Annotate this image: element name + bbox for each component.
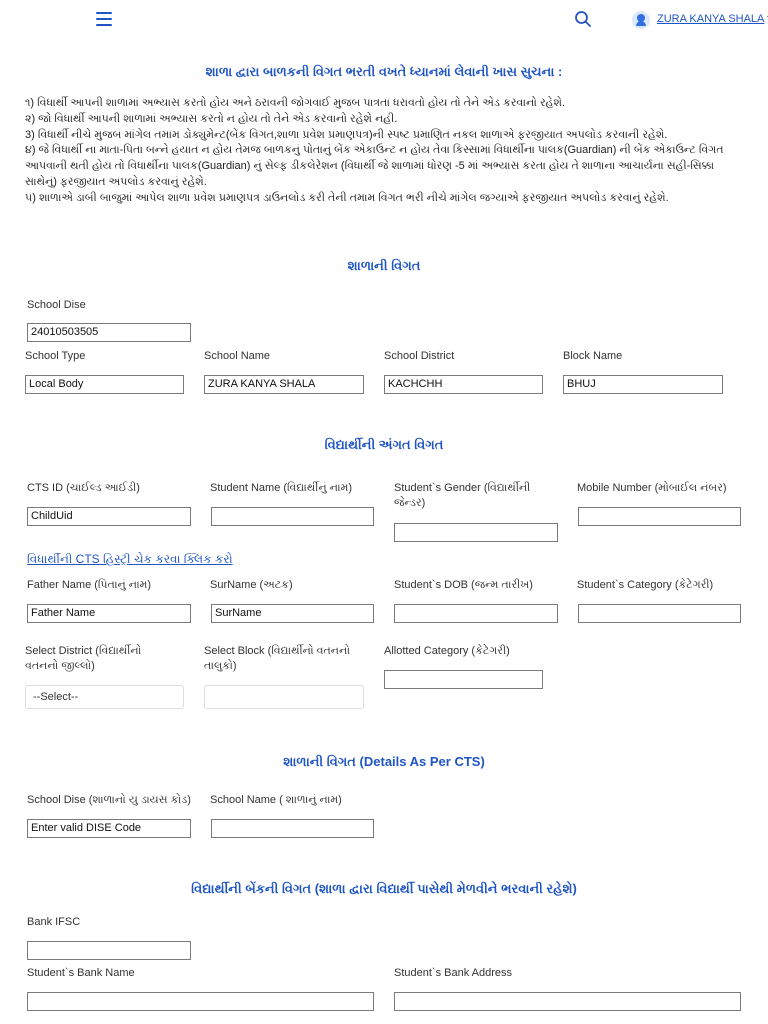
cts-school-dise-label: School Dise (શાળાનો યુ ડાયસ કોડ) [27, 794, 191, 806]
select-block-label: Select Block (વિદ્યાર્થીનો વતનનો તાલુકો) [204, 645, 350, 672]
cts-school-dise-input[interactable]: Enter valid DISE Code [27, 819, 191, 838]
school-dise-label: School Dise [27, 299, 86, 311]
student-dob-input[interactable] [394, 604, 558, 623]
notice-line-2: ૨) જો વિધાર્થી આપની શાળામાં અભ્યાસ કરતો ન હોય તો તેને એડ કરવાનો રહેશે નહી. [25, 112, 398, 125]
father-name-input[interactable]: Father Name [27, 604, 191, 623]
bank-ifsc-input[interactable] [27, 941, 191, 960]
cts-school-name-label: School Name ( શાળાનું નામ) [210, 794, 342, 806]
school-type-input[interactable]: Local Body [25, 375, 184, 394]
school-district-input[interactable]: KACHCHH [384, 375, 543, 394]
user-menu-link[interactable] [657, 13, 768, 25]
block-name-input[interactable]: BHUJ [563, 375, 723, 394]
cts-section-title [0, 754, 768, 770]
allotted-category-label: Allotted Category (કેટેગરી) [384, 645, 510, 657]
student-name-label: Student Name (વિદ્યાર્થીનું નામ) [210, 482, 353, 494]
notice-list [25, 96, 725, 207]
notice-line-4: ૪) જે વિધાર્થી ના માતા-પિતા બન્ને હયાત ન હોય તેમજ બાળકનું પોતાનું બેંક એકાઉન્ટ ન હોય તેવા કિસ્સામાં વિધાર્થીના પાલક(Guardian) ની બેંક એકાઉન્ટ વિગત [25, 144, 724, 157]
school-name-label: School Name [204, 350, 271, 362]
school-section-title: શાળાની વિગત [347, 258, 421, 273]
school-district-label: School District [384, 350, 455, 362]
allotted-category-input[interactable] [384, 670, 543, 689]
bank-section-title-note: (શાળા દ્વારા વિદ્યાર્થી પાસેથી મેળવીને ભરવાની રહેશે) [314, 881, 577, 896]
surname-input[interactable]: SurName [211, 604, 374, 623]
user-avatar-icon[interactable] [632, 11, 650, 29]
student-category-input[interactable] [578, 604, 741, 623]
bank-ifsc-label: Bank IFSC [27, 916, 81, 928]
district-select[interactable]: --Select-- [25, 685, 184, 709]
student-gender-input[interactable] [394, 523, 558, 542]
user-name: ZURA KANYA SHALA [657, 13, 765, 25]
cts-section-title-eng: (Details As Per CTS) [359, 754, 485, 769]
bank-section-title [0, 881, 768, 897]
student-name-input[interactable] [211, 507, 374, 526]
cts-history-link[interactable]: વિધાર્થીની CTS હિસ્ટ્રી ચેક કરવા ક્લિક કરો [27, 552, 233, 566]
notice-line-5: આપવાની થતી હોય તો વિધાર્થીના પાલક(Guardian) નું સેલ્ફ ડીકલેરેશન (વિધાર્થી જે શાળામાં ધોરણ -5 માં અભ્યાસ કરતા હોય તે શાળાના આચાર્યના સહી-સિક્કા [25, 160, 715, 173]
school-type-label: School Type [25, 350, 86, 362]
student-dob-label: Student`s DOB (જન્મ તારીખ) [394, 579, 533, 591]
bank-name-label: Student`s Bank Name [27, 967, 135, 979]
top-bar [0, 0, 768, 40]
block-name-label: Block Name [563, 350, 623, 362]
surname-label: SurName (અટક) [210, 579, 293, 591]
bank-section-title-guj: વિદ્યાર્થીની બેંકની વિગત [191, 881, 312, 896]
student-gender-label: Student`s Gender (વિદ્યાર્થીની જેન્ડર) [394, 482, 531, 509]
cts-id-label: CTS ID (ચાઈલ્ડ આઈડી) [27, 482, 140, 494]
notice-line-1: ૧) વિધાર્થી આપની શાળામાં અભ્યાસ કરતો હોય અને ઠરાવની જોગવાઈ મુજબ પાત્રતા ધરાવતો હોય તો તેને એડ કરવાનો રહેશે. [25, 97, 565, 109]
mobile-number-input[interactable] [578, 507, 741, 526]
notice-title: શાળા દ્વારા બાળકની વિગત ભરતી વખતે ધ્યાનમાં લેવાની ખાસ સુચના : [205, 64, 563, 79]
student-category-label: Student`s Category (કેટેગરી) [577, 579, 714, 591]
notice-line-7: ૫) શાળાએ ડાબી બાજુમાં આપેલ શાળા પ્રવેશ પ્રમાણપત્ર ડાઉનલોડ કરી તેની તમામ વિગત ભરી નીચે માંગેલ જગ્યાએ ફરજીયાત અપલોડ કરવાનું રહેશે. [25, 191, 669, 204]
notice-line-6: સાથેનું) ફરજીયાત અપલોડ કરવાનું રહેશે. [25, 175, 207, 188]
cts-school-name-input[interactable] [211, 819, 374, 838]
mobile-number-label: Mobile Number (મોબાઈલ નંબર) [577, 482, 727, 494]
bank-address-label: Student`s Bank Address [394, 967, 513, 979]
search-icon[interactable] [574, 10, 592, 28]
notice-line-3: 3) વિધાર્થી નીચે મુજબ માંગેલ તમામ ડોક્યુમેન્ટ(બેંક વિગત,શાળા પ્રવેશ પ્રમાણપત્ર)ની સ્પષ્ટ પ્રમાણિત નકલ શાળાએ ફરજીયાત અપલોડ કરવાની રહેશે. [25, 128, 668, 141]
bank-name-input[interactable] [27, 992, 374, 1011]
father-name-label: Father Name (પિતાનું નામ) [27, 579, 152, 591]
school-dise-input[interactable]: 24010503505 [27, 323, 191, 342]
hamburger-icon[interactable] [96, 12, 112, 26]
block-select[interactable] [204, 685, 364, 709]
student-section-title: વિદ્યાર્થીની અંગત વિગત [324, 437, 444, 452]
cts-id-input[interactable]: ChildUid [27, 507, 191, 526]
bank-address-input[interactable] [394, 992, 741, 1011]
cts-section-title-guj: શાળાની વિગત [283, 754, 356, 769]
school-name-input[interactable]: ZURA KANYA SHALA [204, 375, 364, 394]
select-district-label: Select District (વિદ્યાર્થીનો વતનનો જીલ્લો) [25, 645, 142, 672]
